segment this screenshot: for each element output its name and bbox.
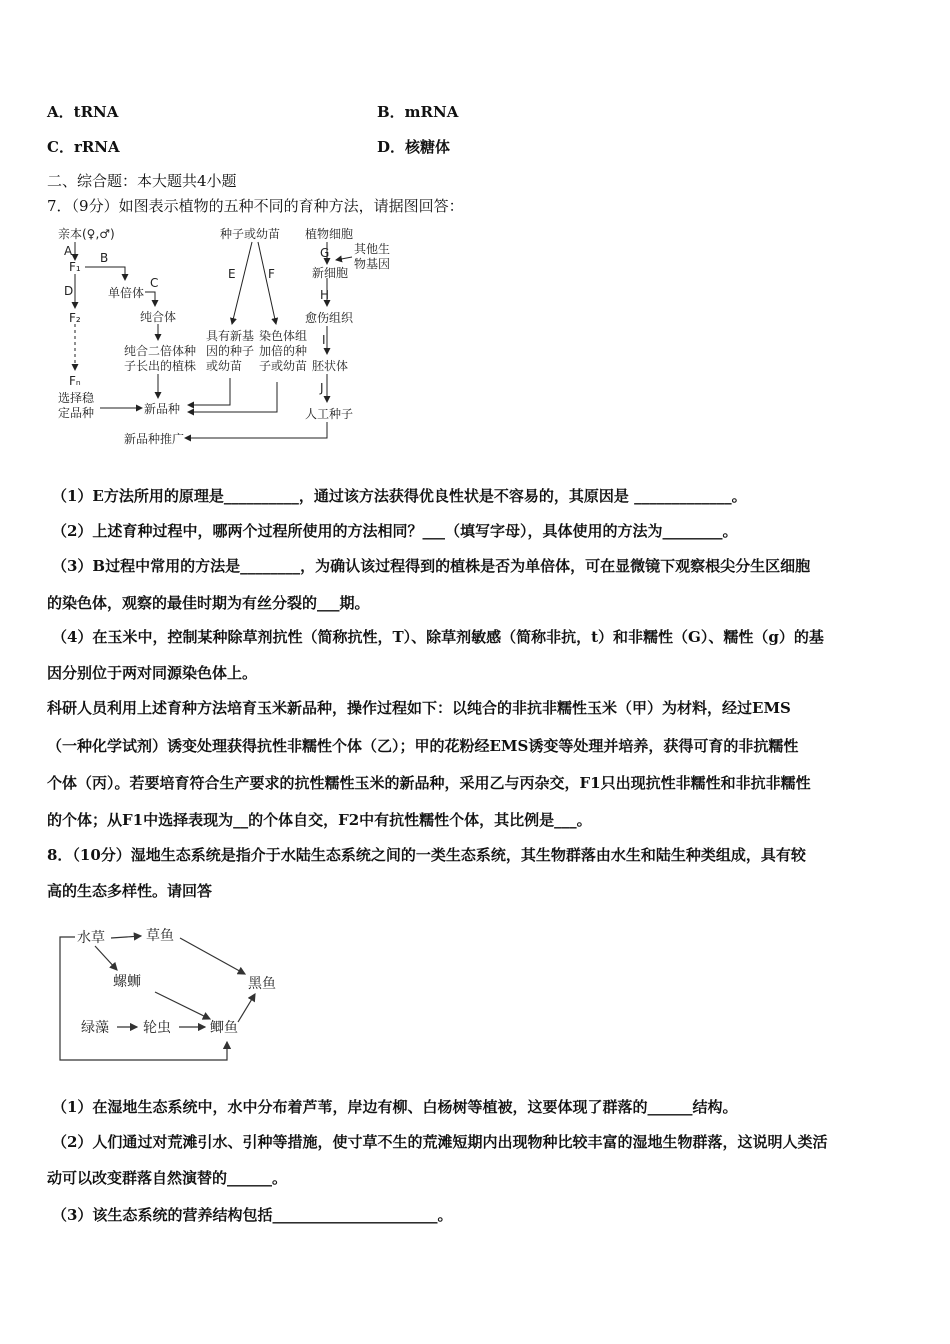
food-web-diagram xyxy=(55,922,295,1067)
label-g: G xyxy=(320,246,330,260)
node-double-1: 染色体组 xyxy=(259,329,308,343)
node-haploid: 单倍体 xyxy=(108,286,145,300)
breeding-methods-diagram xyxy=(40,222,410,452)
node-parent: 亲本(♀,♂) xyxy=(58,227,115,241)
node-new-variety: 新品种 xyxy=(144,402,181,416)
label-d: D xyxy=(64,284,74,298)
q7-p2: （2）上述育种过程中，哪两个过程所使用的方法相同？___（填写字母），具体使用的方法为________。 xyxy=(52,522,738,540)
node-seed: 种子或幼苗 xyxy=(220,227,281,241)
q8-p2b: 动可以改变群落自然演替的______。 xyxy=(47,1169,288,1187)
node-pure-plant-1: 纯合二倍体种 xyxy=(124,344,197,358)
node-pure: 纯合体 xyxy=(140,310,177,324)
node-select-2: 定品种 xyxy=(58,406,95,420)
node-snail: 螺蛳 xyxy=(113,974,141,990)
option-d: D．核糖体 xyxy=(377,138,451,156)
q8-stem-b: 高的生态多样性。请回答 xyxy=(47,882,213,900)
q7-p3a: （3）B过程中常用的方法是________，为确认该过程得到的植株是否为单倍体，可在显微镜下观察根尖分生区细胞 xyxy=(52,557,811,575)
node-f2: F₂ xyxy=(69,311,81,325)
node-rotifer: 轮虫 xyxy=(143,1020,171,1036)
label-c: C xyxy=(150,276,159,290)
node-newgene-3: 或幼苗 xyxy=(206,359,243,373)
node-callus: 愈伤组织 xyxy=(305,311,354,325)
q7-p5a: 科研人员利用上述育种方法培育玉米新品种，操作过程如下：以纯合的非抗非糯性玉米（甲）为材料，经过EMS xyxy=(47,699,791,717)
label-h: H xyxy=(320,288,330,302)
option-c: C．rRNA xyxy=(47,138,120,156)
node-other-1: 其他生 xyxy=(354,242,391,256)
node-select-1: 选择稳 xyxy=(58,391,95,405)
node-snakehead: 黑鱼 xyxy=(248,976,276,992)
node-f1: F₁ xyxy=(69,260,81,274)
q7-p4b: 因分别位于两对同源染色体上。 xyxy=(47,664,258,682)
q7-p5d: 的个体；从F1中选择表现为__的个体自交，F2中有抗性糯性个体，其比例是___。 xyxy=(47,811,592,829)
q7-p3b: 的染色体，观察的最佳时期为有丝分裂的___期。 xyxy=(47,594,370,612)
q7-p4a: （4）在玉米中，控制某种除草剂抗性（简称抗性，T）、除草剂敏感（简称非抗，t）和非糯性（G）、糯性（g）的基 xyxy=(52,628,824,646)
node-pure-plant-2: 子长出的植株 xyxy=(124,359,197,373)
label-b: B xyxy=(100,251,109,265)
node-green-algae: 绿藻 xyxy=(81,1020,109,1036)
q7-p5c: 个体（丙）。若要培育符合生产要求的抗性糯性玉米的新品种，采用乙与丙杂交，F1只出现抗性非糯性和非抗非糯性 xyxy=(47,774,811,792)
node-newgene-2: 因的种子 xyxy=(206,344,255,358)
label-e: E xyxy=(228,267,236,281)
label-i: I xyxy=(322,333,326,347)
q7-p1: （1）E方法所用的原理是__________，通过该方法获得优良性状是不容易的，其原因是 _____________。 xyxy=(52,487,747,505)
node-embryoid: 胚状体 xyxy=(312,359,349,373)
node-crucian: 鲫鱼 xyxy=(210,1020,238,1036)
node-fn: Fₙ xyxy=(69,374,81,388)
node-double-2: 加倍的种 xyxy=(259,344,308,358)
node-other-2: 物基因 xyxy=(354,257,391,271)
q8-p3: （3）该生态系统的营养结构包括______________________。 xyxy=(52,1206,453,1224)
q8-stem-a: 8．（10分）湿地生态系统是指介于水陆生态系统之间的一类生态系统，其生物群落由水生和陆生种类组成，具有较 xyxy=(47,846,806,864)
node-newgene-1: 具有新基 xyxy=(206,329,255,343)
node-grass-carp: 草鱼 xyxy=(146,928,174,944)
node-double-3: 子或幼苗 xyxy=(259,359,308,373)
label-f: F xyxy=(268,267,275,281)
option-a: A．tRNA xyxy=(47,103,119,121)
node-aquatic-plant: 水草 xyxy=(77,930,105,946)
label-a: A xyxy=(64,244,73,258)
node-newcell: 新细胞 xyxy=(312,266,349,280)
label-j: J xyxy=(320,381,324,395)
q8-p2a: （2）人们通过对荒滩引水、引种等措施，使寸草不生的荒滩短期内出现物种比较丰富的湿地生物群落，这说明人类活 xyxy=(52,1133,828,1151)
option-b: B．mRNA xyxy=(377,103,459,121)
node-artificial: 人工种子 xyxy=(305,407,354,421)
node-promote: 新品种推广 xyxy=(124,432,185,446)
node-cell: 植物细胞 xyxy=(305,227,354,241)
q8-p1: （1）在湿地生态系统中，水中分布着芦苇，岸边有柳、白杨树等植被，这要体现了群落的______结构。 xyxy=(52,1098,738,1116)
section-title: 二、综合题：本大题共4小题 xyxy=(47,172,237,190)
q7-p5b: （一种化学试剂）诱变处理获得抗性非糯性个体（乙）；甲的花粉经EMS诱变等处理并培养，获得可育的非抗糯性 xyxy=(47,737,799,755)
q7-stem: 7．（9分）如图表示植物的五种不同的育种方法，请据图回答： xyxy=(47,197,464,215)
